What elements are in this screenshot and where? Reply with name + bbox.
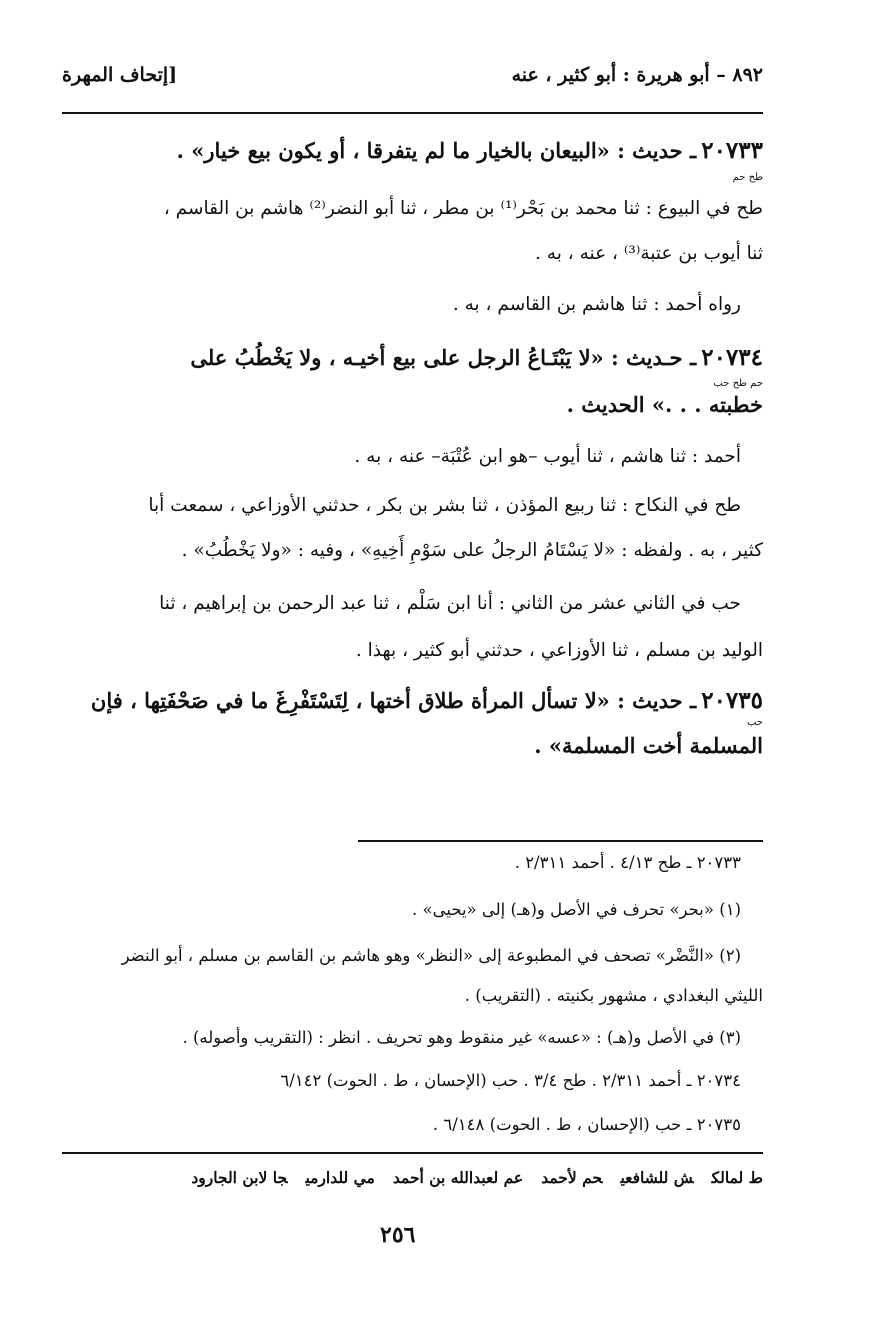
- header-rule: [62, 112, 763, 114]
- footnote-line: (١) «بحر» تحرف في الأصل و(هـ) إلى «يحيى» .: [412, 900, 741, 919]
- abbreviation-legend: [173, 1168, 763, 1187]
- legend-item: حم لأحمد: [541, 1168, 603, 1187]
- hadith-heading-20734: [190, 344, 763, 371]
- hadith-heading-20735: [91, 687, 763, 714]
- hadith-number: ٢٠٧٣٤: [701, 344, 763, 371]
- running-header-left: [إتحاف المهرة: [62, 64, 178, 86]
- isnad-line: رواه أحمد : ثنا هاشم بن القاسم ، به .: [452, 294, 741, 315]
- isnad-line: طح في النكاح : ثنا ربيع المؤذن ، ثنا بشر بن بكر ، حدثني الأوزاعي ، سمعت أبا: [148, 495, 741, 516]
- isnad-line: ثنا أيوب بن عتبة⁽³⁾ ، عنه ، به .: [535, 243, 763, 264]
- footnote-line: ٢٠٧٣٣ ـ طح ٤/١٣ . أحمد ٢/٣١١ .: [514, 853, 741, 872]
- footnote-separator: [358, 840, 763, 842]
- running-header-right: ٨٩٢ – أبو هريرة : أبو كثير ، عنه: [511, 64, 763, 86]
- footnote-line: الليثي البغدادي ، مشهور بكنيته . (التقريب) .: [464, 986, 763, 1005]
- isnad-line: الوليد بن مسلم ، ثنا الأوزاعي ، حدثني أبو كثير ، بهذا .: [355, 640, 763, 661]
- hadith-title: ـ حـديث : «لا يَبْتَـاعُ الرجل على بيع أخيـه ، ولا يَخْطُبُ على: [190, 345, 697, 370]
- hadith-number: ٢٠٧٣٣: [701, 137, 763, 164]
- hadith-title: ـ حديث : «لا تسأل المرأة طلاق أختها ، لِتَسْتَفْرِغَ ما في صَحْفَتِها ، فإن: [90, 688, 697, 713]
- legend-item: عم لعبدالله بن أحمد: [392, 1168, 524, 1187]
- hadith-heading-20733: [177, 137, 763, 164]
- footnote-line: (٣) في الأصل و(هـ) : «عسه» غير منقوط وهو تحريف . انظر : (التقريب وأصوله) .: [182, 1028, 741, 1047]
- footnote-line: (٢) «النَّضْر» تصحف في المطبوعة إلى «النظر» وهو هاشم بن القاسم بن مسلم ، أبو النضر: [121, 946, 741, 965]
- hadith-sigla: حب: [746, 717, 763, 728]
- hadith-title: ـ حديث : «البيعان بالخيار ما لم يتفرقا ، أو يكون بيع خيار» .: [176, 138, 697, 163]
- legend-item: ش للشافعي: [620, 1168, 694, 1187]
- isnad-line: طح في البيوع : ثنا محمد بن بَحْر⁽¹⁾ بن مطر ، ثنا أبو النضر⁽²⁾ هاشم بن القاسم ،: [163, 198, 763, 219]
- isnad-line: حب في الثاني عشر من الثاني : أنا ابن سَلْم ، ثنا عبد الرحمن بن إبراهيم ، ثنا: [159, 593, 741, 614]
- legend-rule: [62, 1152, 763, 1154]
- hadith-sigla: طح حم: [732, 172, 763, 183]
- legend-item: ط لمالك: [711, 1168, 763, 1187]
- hadith-number: ٢٠٧٣٥: [701, 687, 763, 714]
- legend-item: مي للدارمي: [305, 1168, 375, 1187]
- hadith-sigla: حم طح حب: [713, 378, 763, 389]
- hadith-title-continued: المسلمة أخت المسلمة» .: [534, 733, 763, 758]
- footnote-line: ٢٠٧٣٥ ـ حب (الإحسان ، ط . الحوت) ٦/١٤٨ .: [432, 1115, 741, 1134]
- isnad-line: كثير ، به . ولفظه : «لا يَسْتَامُ الرجلُ على سَوْمِ أَخِيهِ» ، وفيه : «ولا يَخْطُبُ» .: [181, 540, 763, 561]
- legend-item: جا لابن الجارود: [191, 1168, 288, 1187]
- isnad-line: أحمد : ثنا هاشم ، ثنا أيوب –هو ابن عُتْبَة– عنه ، به .: [354, 446, 741, 467]
- page-number: ٢٥٦: [380, 1222, 416, 1248]
- footnote-line: ٢٠٧٣٤ ـ أحمد ٢/٣١١ . طح ٣/٤ . حب (الإحسان ، ط . الحوت) ٦/١٤٢: [280, 1071, 741, 1090]
- hadith-title-continued: خطبته . . .» الحديث .: [566, 392, 763, 417]
